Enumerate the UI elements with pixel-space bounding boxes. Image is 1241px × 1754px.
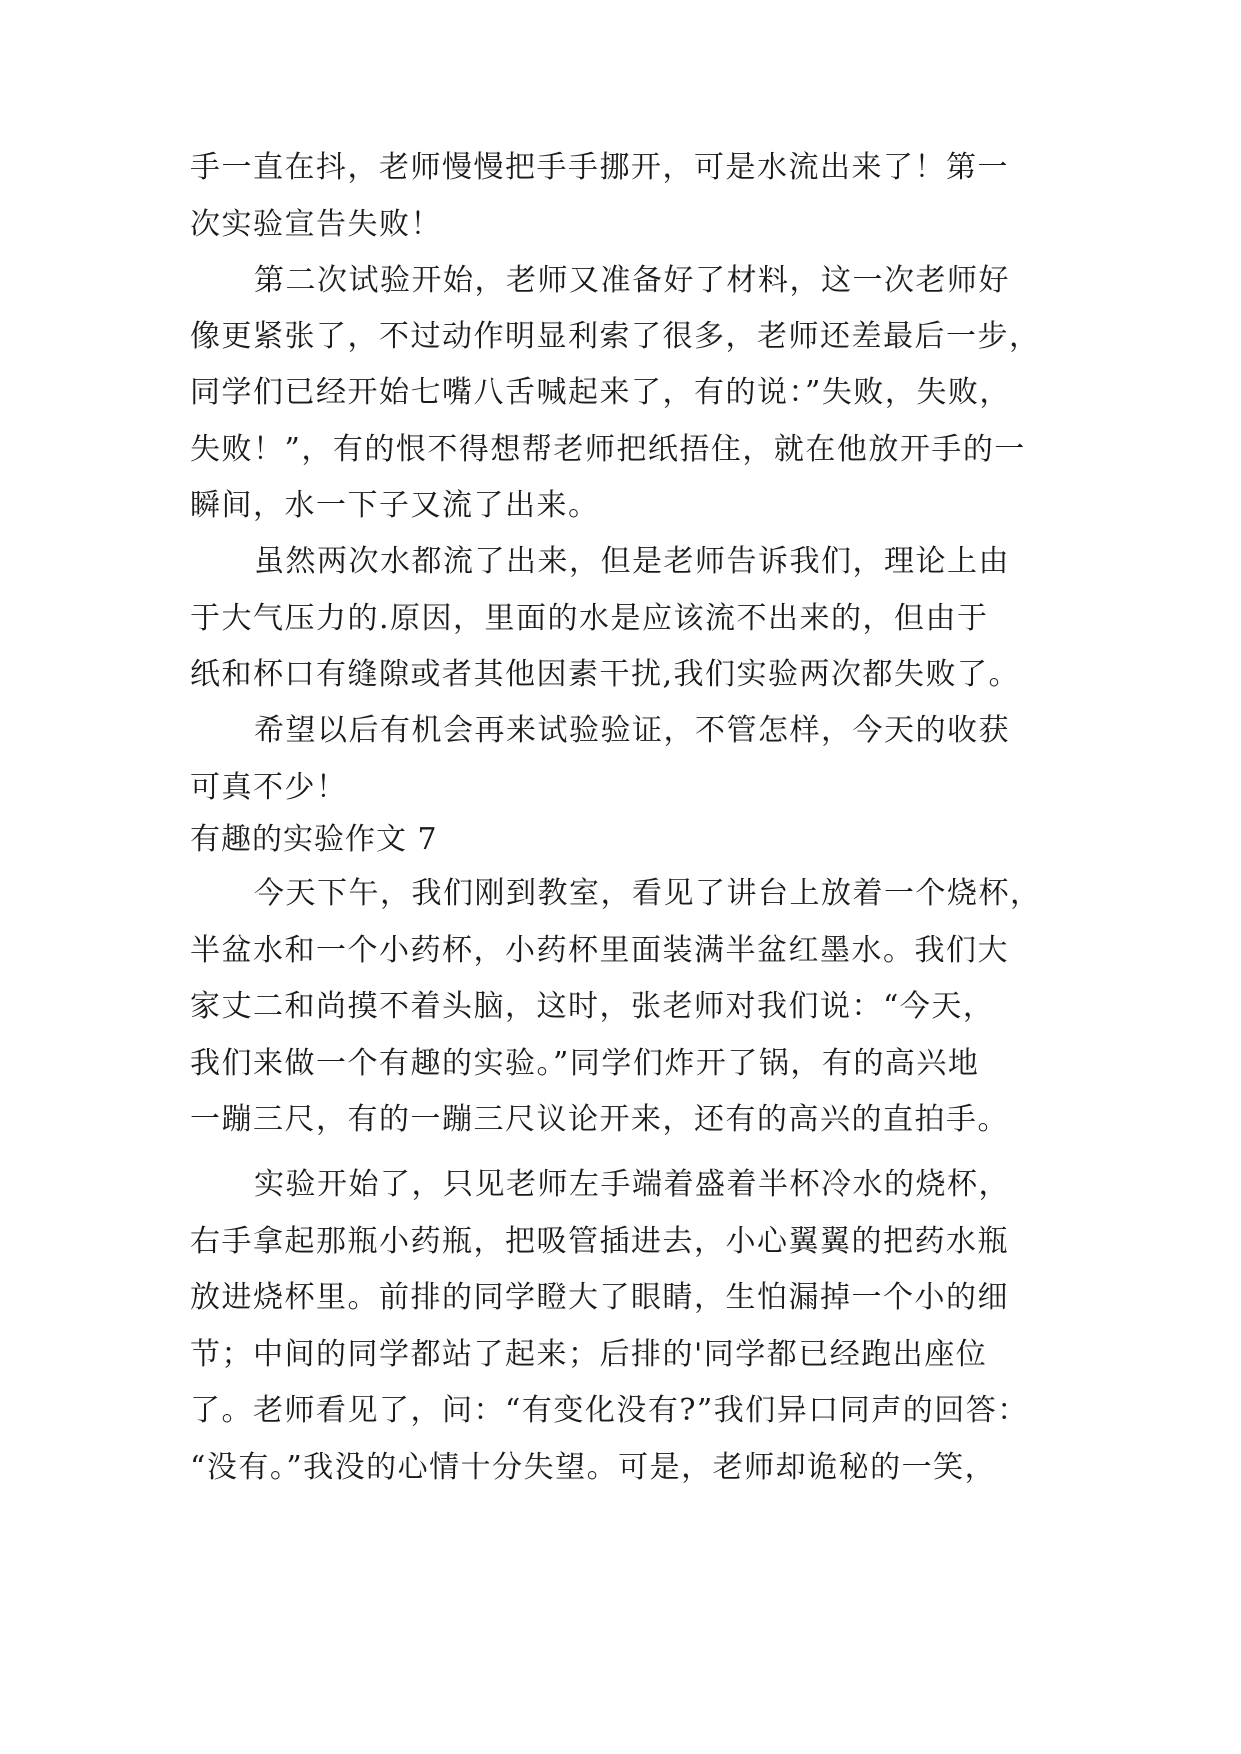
text-line: 半盆水和一个小药杯，小药杯里面装满半盆红墨水。我们大 <box>190 933 1009 968</box>
text-line: 同学们已经开始七嘴八舌喊起来了，有的说：”失败，失败， <box>190 375 1011 410</box>
text-line: 节；中间的同学都站了起来；后排的'同学都已经跑出座位 <box>190 1337 988 1372</box>
text-line: 手一直在抖，老师慢慢把手手挪开，可是水流出来了！第一 <box>190 150 1009 185</box>
section-heading: 有趣的实验作文 7 <box>190 822 438 857</box>
text-line: 实验开始了，只见老师左手端着盛着半杯冷水的烧杯， <box>254 1167 1010 1202</box>
text-line: 于大气压力的.原因，里面的水是应该流不出来的，但由于 <box>190 601 989 636</box>
text-line: 家丈二和尚摸不着头脑，这时，张老师对我们说：“今天， <box>190 989 995 1024</box>
text-line: 可真不少！ <box>190 770 348 805</box>
text-line: 了。老师看见了，问：“有变化没有?”我们异口同声的回答： <box>190 1393 1029 1428</box>
text-line: 像更紧张了，不过动作明显利索了很多，老师还差最后一步， <box>190 319 1041 354</box>
text-line: 放进烧杯里。前排的同学瞪大了眼睛，生怕漏掉一个小的细 <box>190 1280 1009 1315</box>
text-line: 右手拿起那瓶小药瓶，把吸管插进去，小心翼翼的把药水瓶 <box>190 1224 1009 1259</box>
text-line: 失败！”，有的恨不得想帮老师把纸捂住，就在他放开手的一 <box>190 432 1026 467</box>
text-line: 今天下午，我们刚到教室，看见了讲台上放着一个烧杯， <box>254 876 1042 911</box>
text-line: 纸和杯口有缝隙或者其他因素干扰,我们实验两次都失败了。 <box>190 657 1021 692</box>
text-line: 我们来做一个有趣的实验。”同学们炸开了锅，有的高兴地 <box>190 1046 980 1081</box>
text-line: 第二次试验开始，老师又准备好了材料，这一次老师好 <box>254 263 1010 298</box>
text-line: 瞬间，水一下子又流了出来。 <box>190 488 600 523</box>
text-line: 希望以后有机会再来试验验证，不管怎样，今天的收获 <box>254 713 1010 748</box>
text-line: 虽然两次水都流了出来，但是老师告诉我们，理论上由 <box>254 544 1010 579</box>
text-line: 一蹦三尺，有的一蹦三尺议论开来，还有的高兴的直拍手。 <box>190 1102 1009 1137</box>
text-line: “没有。”我没的心情十分失望。可是，老师却诡秘的一笑， <box>190 1450 997 1485</box>
text-line: 次实验宣告失败！ <box>190 207 442 242</box>
